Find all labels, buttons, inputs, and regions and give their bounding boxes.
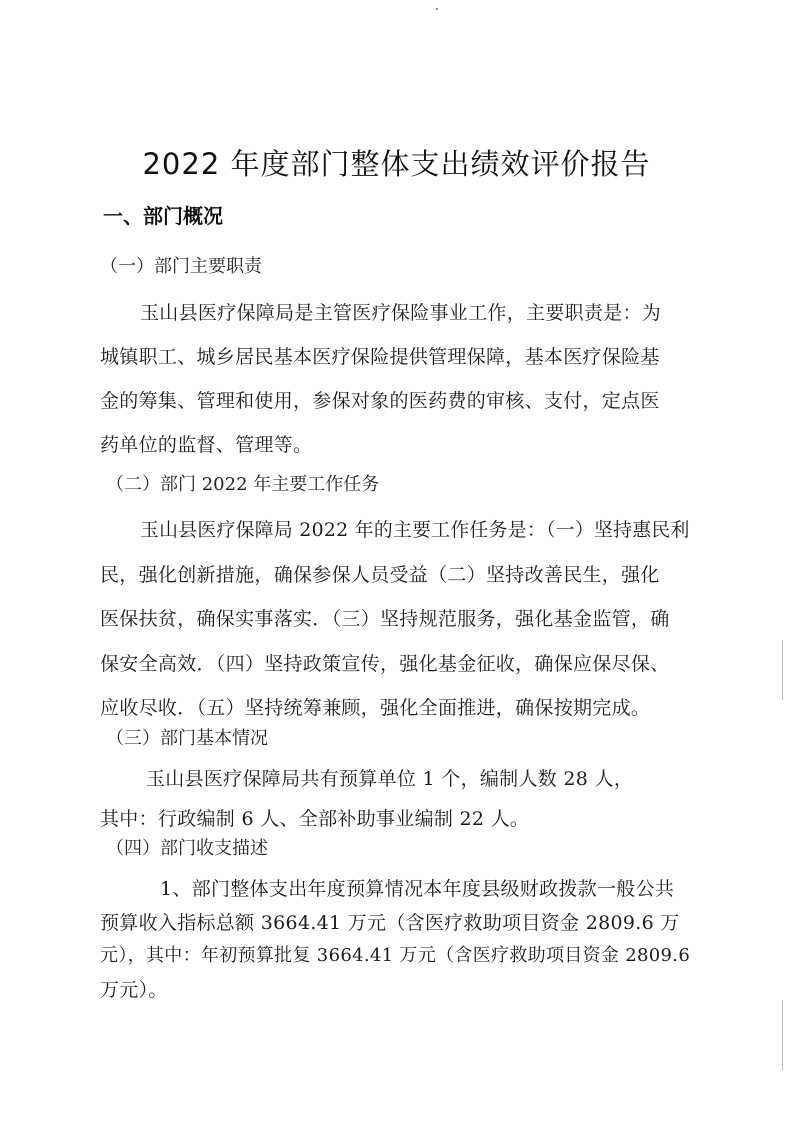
paragraph-line: 其中：行政编制 6 人、全部补助事业编制 22 人。 (100, 808, 530, 830)
paragraph-line: 医保扶贫，确保实事落实．（三）坚持规范服务，强化基金监管，确 (100, 608, 670, 630)
paragraph-line: 玉山县医疗保障局 2022 年的主要工作任务是：（一）坚持惠民利 (140, 520, 690, 541)
subsection-heading-revenue-expenditure: （四）部门收支描述 (106, 838, 268, 859)
paragraph-line: 万元）。 (100, 979, 168, 1001)
paragraph-line: 民，强化创新措施，确保参保人员受益（二）坚持改善民生，强化 (100, 564, 660, 586)
subsection-heading-basic-info: （三）部门基本情况 (106, 728, 268, 749)
section-heading-overview: 一、部门概况 (103, 204, 223, 228)
document-title: 2022 年度部门整体支出绩效评价报告 (142, 147, 651, 181)
scan-edge-mark (782, 1000, 783, 1070)
paragraph-line: 保安全高效．（四）坚持政策宣传，强化基金征收，确保应保尽保、 (100, 653, 670, 675)
subsection-heading-tasks: （二）部门 2022 年主要工作任务 (106, 474, 380, 495)
paragraph-line: 玉山县医疗保障局是主管医疗保险事业工作，主要职责是：为 (140, 302, 662, 324)
scan-edge-mark (782, 640, 783, 700)
paragraph-line: 药单位的监督、管理等。 (100, 434, 313, 456)
subsection-heading-duties: （一）部门主要职责 (100, 256, 262, 277)
paragraph-line: 金的筹集、管理和使用，参保对象的医药费的审核、支付，定点医 (100, 390, 660, 412)
paragraph-line: 元），其中：年初预算批复 3664.41 万元（含医疗救助项目资金 2809.6 (100, 945, 691, 966)
paragraph-line: 预算收入指标总额 3664.41 万元（含医疗救助项目资金 2809.6 万 (100, 912, 680, 934)
scan-speck (436, 8, 438, 10)
paragraph-line: 应收尽收．（五）坚持统筹兼顾，强化全面推进，确保按期完成。 (100, 697, 651, 719)
paragraph-line: 玉山县医疗保障局共有预算单位 1 个，编制人数 28 人， (146, 768, 634, 790)
paragraph-line: 城镇职工、城乡居民基本医疗保险提供管理保障，基本医疗保险基 (100, 346, 660, 368)
paragraph-line: 1、部门整体支出年度预算情况本年度县级财政拨款一般公共 (160, 878, 675, 900)
